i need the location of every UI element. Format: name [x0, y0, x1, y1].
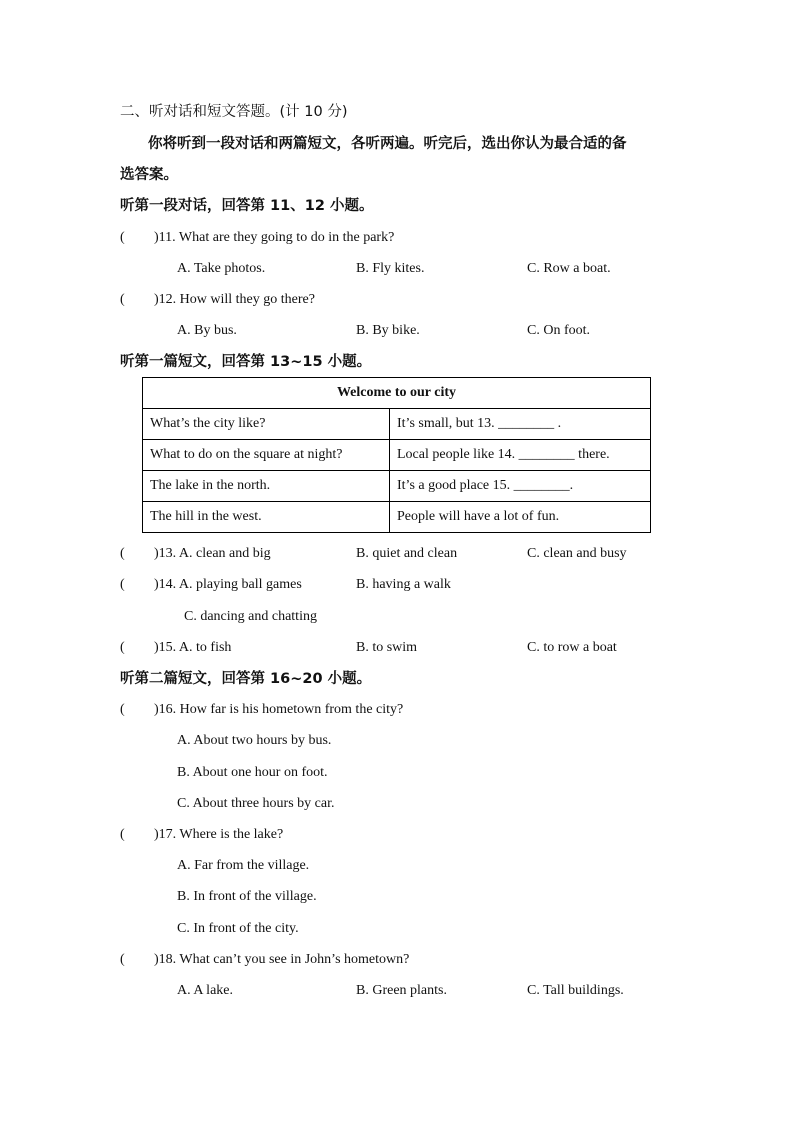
question-16 — [120, 701, 403, 719]
part1-heading: 听第一段对话，回答第 11、12 小题。 — [120, 198, 374, 214]
option-c: C. About three hours by car. — [177, 796, 335, 811]
table-header-row — [143, 378, 651, 409]
option-c: C. Row a boat. — [527, 261, 611, 276]
option-b: B. In front of the village. — [177, 889, 317, 904]
table-cell: It’s a good place 15. ________. — [390, 471, 651, 502]
option-a: A. A lake. — [177, 983, 233, 998]
table-row — [143, 502, 651, 533]
question-text: What can’t you see in John’s hometown? — [179, 952, 410, 967]
instruction-line-1: 你将听到一段对话和两篇短文，各听两遍。听完后，选出你认为最合适的备 — [148, 136, 627, 152]
table-cell: It’s small, but 13. ________ . — [390, 409, 651, 440]
question-text: What are they going to do in the park? — [178, 230, 395, 245]
question-text: Where is the lake? — [179, 827, 284, 842]
question-number: )14. — [154, 577, 177, 592]
question-12 — [120, 291, 315, 309]
question-11 — [120, 229, 394, 247]
table-row — [143, 409, 651, 440]
question-15 — [120, 639, 231, 657]
option-b: B. Green plants. — [356, 983, 447, 998]
info-table — [142, 377, 651, 533]
question-number: )13. — [154, 546, 177, 561]
option-a: A. About two hours by bus. — [177, 733, 332, 748]
question-13 — [120, 545, 271, 563]
answer-blank[interactable]: ( — [120, 702, 125, 717]
option-c: C. In front of the city. — [177, 921, 299, 936]
section-title: 二、听对话和短文答题。(计 10 分) — [120, 104, 348, 120]
table-cell: People will have a lot of fun. — [390, 502, 651, 533]
answer-blank[interactable]: ( — [120, 292, 125, 307]
table-cell: What’s the city like? — [143, 409, 390, 440]
option-b: B. to swim — [356, 640, 418, 655]
table-row — [143, 471, 651, 502]
question-number: )18. — [154, 952, 177, 967]
option-b: B. By bike. — [356, 323, 420, 338]
option-a: A. clean and big — [178, 546, 271, 561]
option-c: C. On foot. — [527, 323, 590, 338]
answer-blank[interactable]: ( — [120, 640, 125, 655]
option-a: A. playing ball games — [178, 577, 302, 592]
answer-blank[interactable]: ( — [120, 230, 125, 245]
answer-blank[interactable]: ( — [120, 577, 125, 592]
table-cell: Local people like 14. ________ there. — [390, 440, 651, 471]
part2-heading: 听第一篇短文，回答第 13~15 小题。 — [120, 354, 372, 370]
option-b: B. having a walk — [356, 577, 451, 592]
table-title: Welcome to our city — [143, 378, 651, 409]
question-14 — [120, 576, 302, 594]
option-b: B. Fly kites. — [356, 261, 425, 276]
question-text: How will they go there? — [179, 292, 315, 307]
question-number: )17. — [154, 827, 177, 842]
option-b: B. quiet and clean — [356, 546, 458, 561]
question-text: How far is his hometown from the city? — [179, 702, 404, 717]
table-row — [143, 440, 651, 471]
part3-heading: 听第二篇短文，回答第 16~20 小题。 — [120, 671, 372, 687]
option-b: B. About one hour on foot. — [177, 765, 328, 780]
instruction-line-2: 选答案。 — [120, 167, 178, 183]
question-number: )12. — [154, 292, 177, 307]
answer-blank[interactable]: ( — [120, 546, 125, 561]
answer-blank[interactable]: ( — [120, 827, 125, 842]
table-cell: The hill in the west. — [143, 502, 390, 533]
table-cell: The lake in the north. — [143, 471, 390, 502]
option-a: A. By bus. — [177, 323, 237, 338]
option-a: A. to fish — [178, 640, 232, 655]
option-a: A. Far from the village. — [177, 858, 310, 873]
answer-blank[interactable]: ( — [120, 952, 125, 967]
option-c: C. dancing and chatting — [184, 609, 317, 624]
question-number: )16. — [154, 702, 177, 717]
question-number: )11. — [154, 230, 176, 245]
option-c: C. clean and busy — [527, 546, 627, 561]
option-c: C. Tall buildings. — [527, 983, 624, 998]
option-a: A. Take photos. — [177, 261, 266, 276]
option-c: C. to row a boat — [527, 640, 617, 655]
table-cell: What to do on the square at night? — [143, 440, 390, 471]
question-18 — [120, 951, 409, 969]
question-17 — [120, 826, 283, 844]
question-number: )15. — [154, 640, 177, 655]
